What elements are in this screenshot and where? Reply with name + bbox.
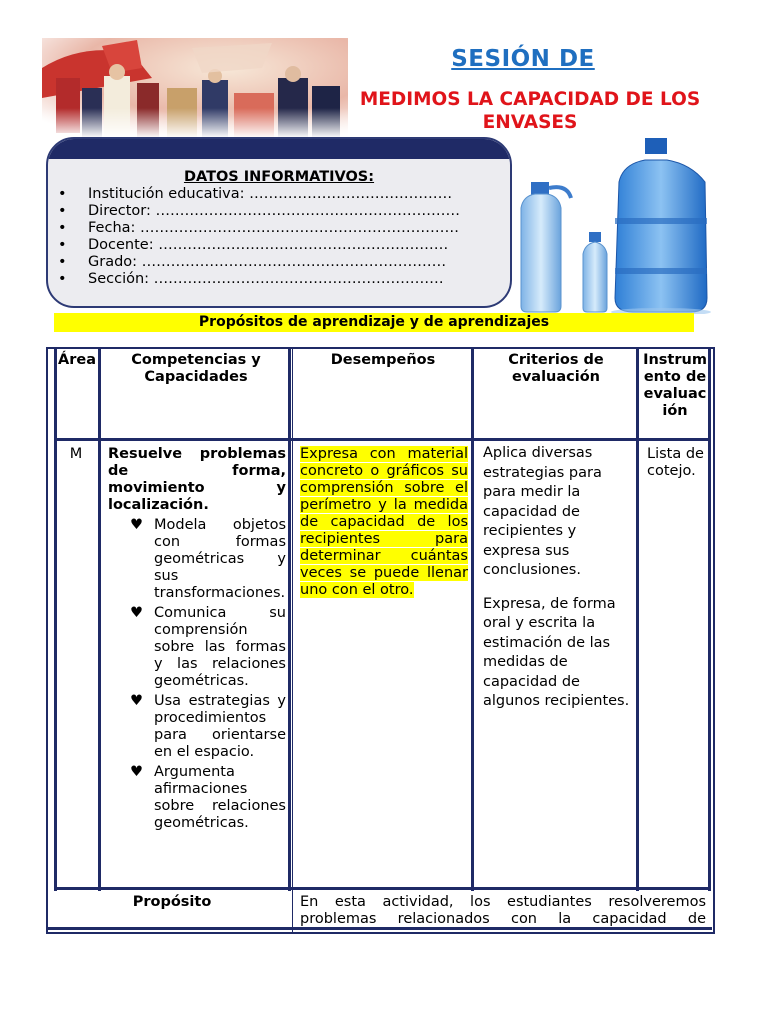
table-divider-competencias-inner — [292, 349, 293, 934]
cell-desempeno — [300, 446, 468, 599]
table-divider-criterios — [636, 349, 639, 891]
info-item-institucion: • Institución educativa: …………………………………… — [58, 186, 453, 202]
bullet-icon: • — [58, 271, 67, 287]
cell-criterios — [483, 444, 633, 726]
bullet-icon: • — [58, 237, 67, 253]
bullet-icon: • — [58, 220, 67, 236]
table-border-right — [708, 349, 711, 891]
header-criterios: Criterios de evaluación — [508, 352, 604, 385]
header-area: Área — [58, 352, 96, 368]
water-bottles-image — [515, 138, 711, 314]
header-instrumento: Instrumento de evaluación — [643, 352, 707, 419]
bullet-icon: • — [58, 254, 67, 270]
capacidad-item: ♥ Comunica su comprensión sobre las formas y las relaciones geométricas. — [130, 605, 286, 689]
header-desempenos: Desempeños — [330, 352, 436, 368]
info-box — [46, 137, 512, 308]
heart-bullet-icon: ♥ — [130, 517, 143, 533]
bullet-icon: • — [58, 186, 67, 202]
info-list — [58, 186, 460, 288]
cell-competencias — [108, 446, 286, 835]
table-header-bottom — [54, 438, 711, 441]
info-item-director: • Director: ……………………………………………………… — [58, 203, 460, 219]
cell-instrumento: Lista de cotejo. — [647, 446, 704, 479]
info-item-docente: • Docente: …………………………………………………… — [58, 237, 449, 253]
capacidad-item: ♥ Modela objetos con formas geométricas y sus transformaciones. — [130, 517, 286, 601]
bullet-icon: • — [58, 203, 67, 219]
proposito-text: En esta actividad, los estudiantes resolveremos problemas relacionados con la capacidad de — [300, 894, 706, 927]
info-heading: DATOS INFORMATIVOS: — [183, 169, 375, 185]
capacidad-item: ♥ Argumenta afirmaciones sobre relaciones geométricas. — [130, 764, 286, 831]
table-border-left — [54, 349, 57, 891]
heart-bullet-icon: ♥ — [130, 764, 143, 780]
criterio-item: Aplica diversas estrategias para para medir la capacidad de recipientes y expresa sus conclusiones. — [483, 445, 602, 578]
header-competencias: Competencias y Capacidades — [131, 352, 261, 385]
desempeno-text: Expresa con material concreto o gráficos su comprensión sobre el perímetro y la medida de capacidad de los recipientes para determinar cuántas veces se puede llenar uno con el otro. — [300, 446, 468, 598]
purposes-heading: Propósitos de aprendizaje y de aprendizajes — [54, 313, 694, 332]
heart-bullet-icon: ♥ — [130, 605, 143, 621]
info-item-fecha: • Fecha: ………………………………………………………… — [58, 220, 460, 236]
session-subtitle: MEDIMOS LA CAPACIDAD DE LOS ENVASES — [359, 89, 701, 130]
header-painting — [42, 38, 348, 138]
proposito-label: Propósito — [132, 894, 212, 910]
table-divider-desempenos — [471, 349, 474, 891]
info-item-seccion: • Sección: …………………………………………………… — [58, 271, 444, 287]
competencia-title: Resuelve problemas de forma, movimiento y localización. — [108, 446, 286, 513]
info-item-grado: • Grado: ……………………………………………………… — [58, 254, 447, 270]
capacidad-item: ♥ Usa estrategias y procedimientos para orientarse en el espacio. — [130, 693, 286, 760]
table-divider-area — [98, 349, 101, 891]
table-row-bottom — [54, 887, 711, 890]
criterio-item: Expresa, de forma oral y escrita la estimación de las medidas de capacidad de algunos recipientes. — [483, 595, 630, 709]
cell-area: M — [69, 446, 83, 462]
heart-bullet-icon: ♥ — [130, 693, 143, 709]
table-divider-competencias — [288, 349, 291, 891]
info-box-header-band — [48, 139, 510, 159]
session-title: SESIÓN DE — [451, 46, 595, 72]
capacidades-list — [108, 517, 286, 832]
